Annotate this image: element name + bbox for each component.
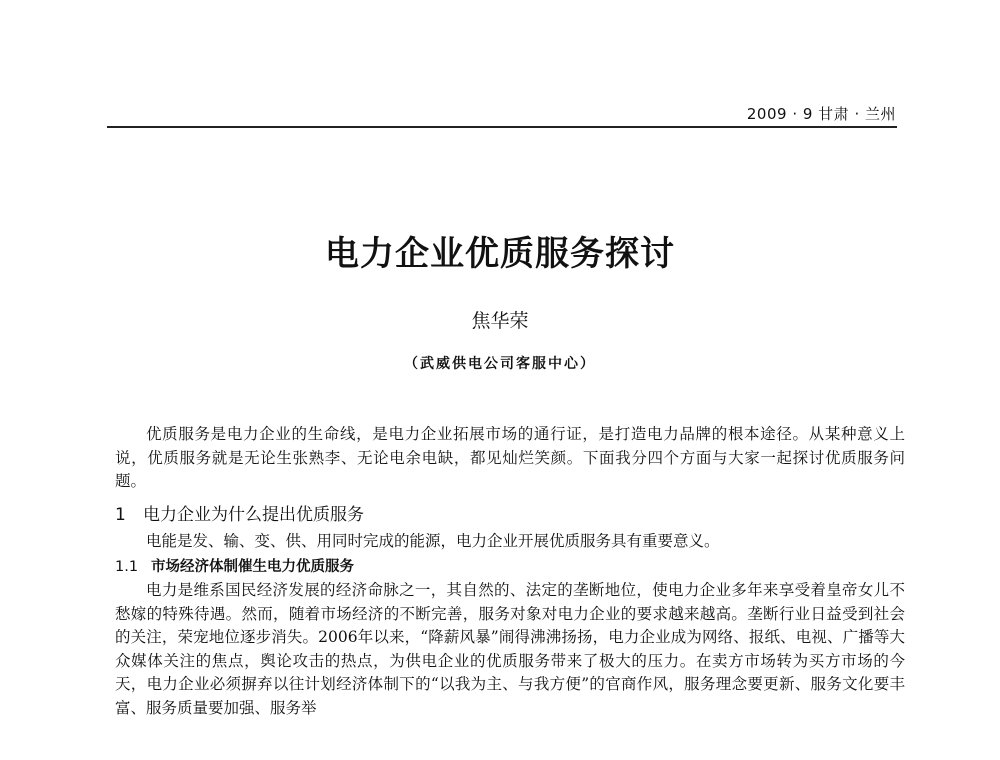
- subsection-number: 1.1: [115, 559, 139, 575]
- subsection-paragraph: 电力是维系国民经济发展的经济命脉之一，其自然的、法定的垄断地位，使电力企业多年来享受着皇帝女儿不愁嫁的特殊待遇。然而，随着市场经济的不断完善，服务对象对电力企业的要求越来越高。垄断行业日益受到社会的关注，荣宠地位逐步消失。2006年以来，“降薪风暴”闹得沸沸扬扬，电力企业成为网络、报纸、电视、广播等大众媒体关注的焦点，舆论攻击的热点，为供电企业的优质服务带来了极大的压力。在卖方市场转为买方市场的今天，电力企业必须摒弃以往计划经济体制下的“以我为主、与我方便”的官商作风，服务理念要更新、服务文化要丰富、服务质量要加强、服务举: [115, 581, 905, 717]
- header-rule: [107, 126, 897, 128]
- subsection-title: 市场经济体制催生电力优质服务: [151, 559, 354, 575]
- author-name: 焦华荣: [471, 310, 529, 332]
- section-number: 1: [115, 504, 126, 525]
- section-paragraph: 电能是发、输、变、供、用同时完成的能源，电力企业开展优质服务具有重要意义。: [146, 531, 720, 550]
- section-title: 电力企业为什么提出优质服务: [143, 504, 364, 525]
- paper-title: 电力企业优质服务探讨: [325, 234, 675, 274]
- section-heading: [115, 502, 905, 528]
- article-body: [115, 423, 905, 720]
- running-header: 2009 · 9 甘肃 · 兰州: [746, 105, 896, 123]
- intro-paragraph: 优质服务是电力企业的生命线，是电力企业拓展市场的通行证，是打造电力品牌的根本途径。从某种意义上说，优质服务就是无论生张熟李、无论电余电缺，都见灿烂笑颜。下面我分四个方面与大家一起探讨优质服务问题。: [115, 425, 905, 490]
- author-affiliation: （武威供电公司客服中心）: [404, 356, 596, 372]
- subsection-heading: [115, 556, 905, 579]
